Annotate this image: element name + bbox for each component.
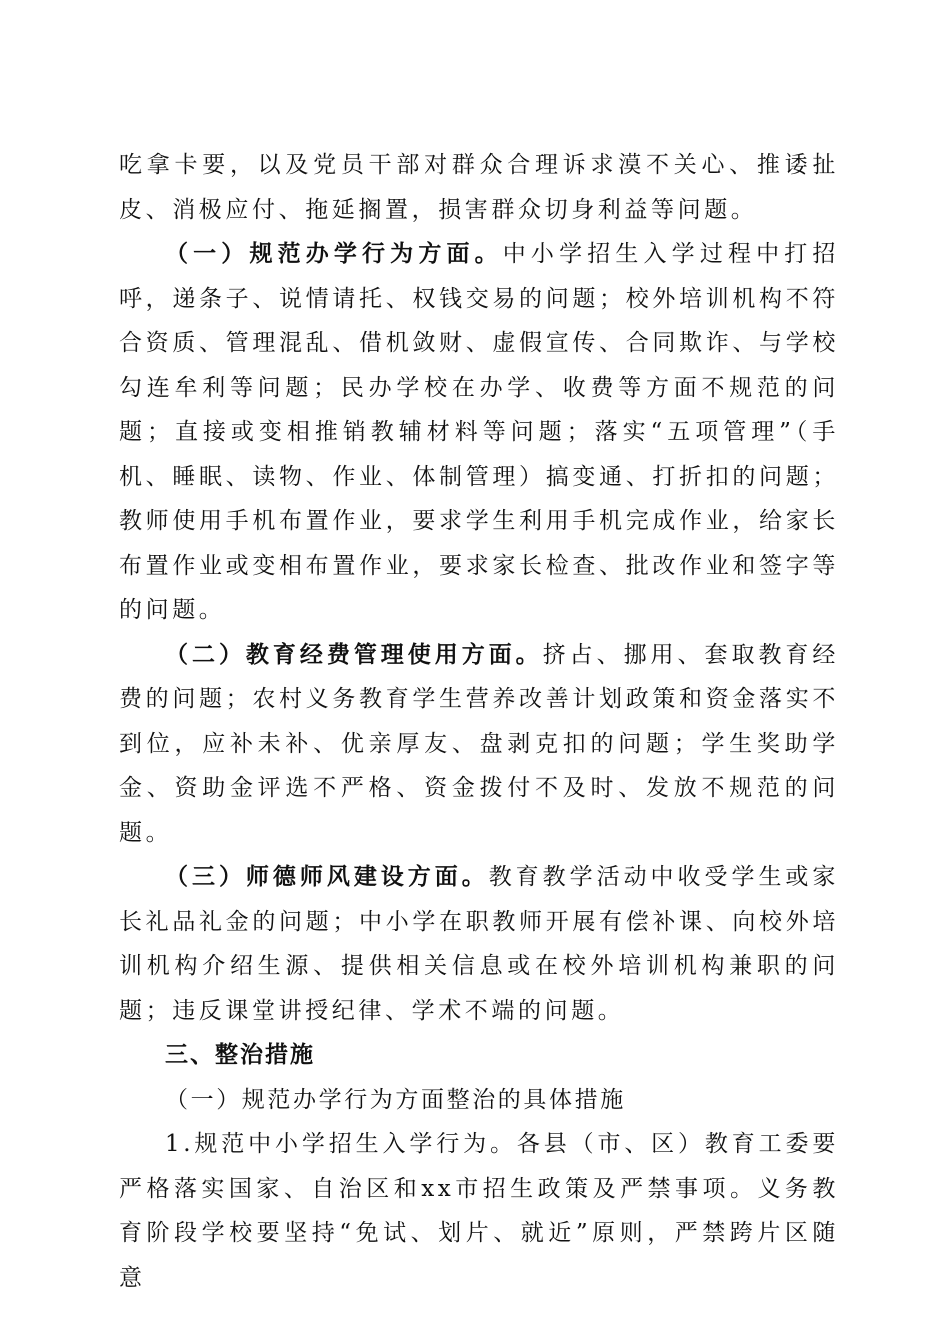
subsection-title-school-conduct-measures: （一）规范办学行为方面整治的具体措施 [165,1086,626,1113]
paragraph-teacher-ethics [119,855,839,1033]
body-school-conduct: 中小学招生入学过程中打招呼，递条子、说情请托、权钱交易的问题；校外培训机构不符合资质、管理混乱、借机敛财、虚假宣传、合同欺诈、与学校勾连牟利等问题；民办学校在办学、收费等方面不规范的问题；直接或变相推销教辅材料等问题；落实“五项管理”（手机、睡眠、读物、作业、体制管理）搞变通、打折扣的问题；教师使用手机布置作业，要求学生利用手机完成作业，给家长布置作业或变相布置作业，要求家长检查、批改作业和签字等的问题。 [119,241,840,623]
paragraph-school-conduct [119,232,839,633]
paragraph-education-funds [119,633,839,856]
heading-education-funds: （二）教育经费管理使用方面。 [165,641,543,668]
body-teacher-ethics: 教育教学活动中收受学生或家长礼品礼金的问题；中小学在职教师开展有偿补课、向校外培训机构介绍生源、提供相关信息或在校外培训机构兼职的问题；违反课堂讲授纪律、学术不端的问题。 [119,864,839,1024]
document-page [119,143,839,1300]
heading-school-conduct: （一）规范办学行为方面。 [165,241,503,267]
body-education-funds: 挤占、挪用、套取教育经费的问题；农村义务教育学生营养改善计划政策和资金落实不到位，应补未补、优亲厚友、盘剥克扣的问题；学生奖助学金、资助金评选不严格、资金拨付不及时、发放不规范的问题。 [119,641,839,846]
paragraph-enrollment-measures: 1.规范中小学招生入学行为。各县（市、区）教育工委要严格落实国家、自治区和xx市招生政策及严禁事项。义务教育阶段学校要坚持“免试、划片、就近”原则，严禁跨片区随意 [119,1131,839,1291]
paragraph-continuation: 吃拿卡要，以及党员干部对群众合理诉求漠不关心、推诿扯皮、消极应付、拖延搁置，损害群众切身利益等问题。 [119,152,839,223]
section-title-measures: 三、整治措施 [165,1042,315,1068]
heading-teacher-ethics: （三）师德师风建设方面。 [165,864,489,890]
